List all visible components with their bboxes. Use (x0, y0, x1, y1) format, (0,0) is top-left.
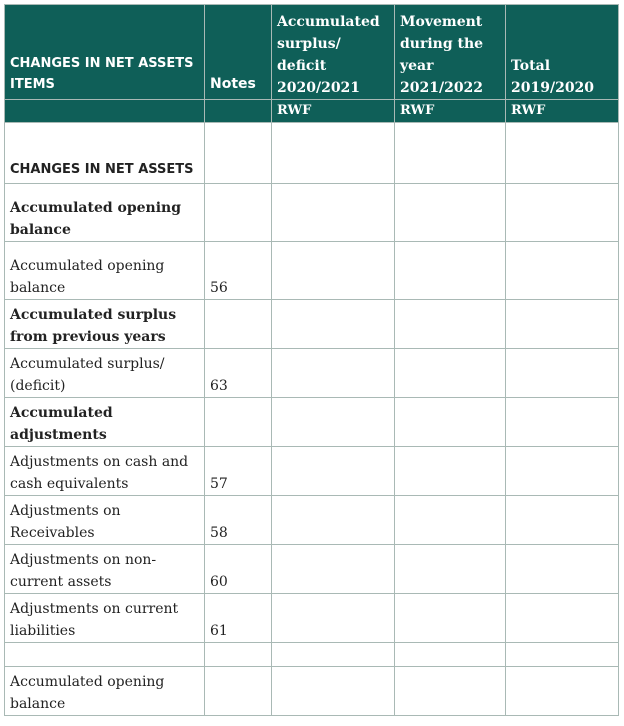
row-note (205, 398, 272, 447)
table-row (5, 242, 619, 300)
row-label: Accumulated opening balance (5, 184, 205, 242)
row-value (272, 643, 395, 667)
row-value (506, 349, 619, 398)
row-label: Accumulated opening balance (5, 667, 205, 716)
row-note (205, 643, 272, 667)
table-row (5, 349, 619, 398)
total-column-header: Total 2019/2020 (506, 5, 619, 100)
row-value (506, 398, 619, 447)
row-value (395, 594, 506, 643)
row-value (506, 496, 619, 545)
row-value (272, 594, 395, 643)
row-label (5, 643, 205, 667)
table-row (5, 667, 619, 716)
row-note: 63 (205, 349, 272, 398)
currency-header-row (5, 100, 619, 123)
table-row (5, 447, 619, 496)
table-row (5, 184, 619, 242)
row-note (205, 667, 272, 716)
row-label: Accumulated adjustments (5, 398, 205, 447)
table-row (5, 545, 619, 594)
row-note: 58 (205, 496, 272, 545)
row-value (272, 496, 395, 545)
currency-blank (5, 100, 205, 123)
row-value (506, 447, 619, 496)
row-value (506, 667, 619, 716)
table-row (5, 398, 619, 447)
row-note (205, 300, 272, 349)
row-note: 56 (205, 242, 272, 300)
table-row (5, 643, 619, 667)
row-label: CHANGES IN NET ASSETS (5, 123, 205, 184)
currency-blank (205, 100, 272, 123)
row-value (506, 545, 619, 594)
table-row (5, 123, 619, 184)
table-row (5, 496, 619, 545)
row-value (272, 447, 395, 496)
row-value (395, 545, 506, 594)
row-value (506, 300, 619, 349)
row-value (272, 398, 395, 447)
movement-column-header: Movement during the year 2021/2022 (395, 5, 506, 100)
row-value (395, 184, 506, 242)
row-label: Accumulated surplus/ (deficit) (5, 349, 205, 398)
row-label: Accumulated surplus from previous years (5, 300, 205, 349)
row-note: 57 (205, 447, 272, 496)
row-value (395, 496, 506, 545)
row-value (395, 349, 506, 398)
row-value (506, 123, 619, 184)
row-value (272, 300, 395, 349)
row-value (395, 123, 506, 184)
row-label: Accumulated opening balance (5, 242, 205, 300)
row-value (272, 545, 395, 594)
currency-label: RWF (395, 100, 506, 123)
row-value (272, 349, 395, 398)
row-value (395, 398, 506, 447)
row-value (272, 123, 395, 184)
row-value (506, 643, 619, 667)
row-value (395, 667, 506, 716)
row-value (506, 184, 619, 242)
row-value (395, 643, 506, 667)
table-row (5, 594, 619, 643)
row-label: Adjustments on cash and cash equivalents (5, 447, 205, 496)
row-note (205, 184, 272, 242)
row-value (272, 667, 395, 716)
currency-label: RWF (272, 100, 395, 123)
row-value (272, 184, 395, 242)
row-value (506, 594, 619, 643)
notes-column-header: Notes (205, 5, 272, 100)
row-value (395, 242, 506, 300)
row-note: 61 (205, 594, 272, 643)
row-value (395, 300, 506, 349)
row-value (272, 242, 395, 300)
row-value (395, 447, 506, 496)
net-assets-changes-table (4, 4, 619, 716)
table-row (5, 300, 619, 349)
table-header-row (5, 5, 619, 100)
accumulated-surplus-column-header: Accumulated surplus/ deficit 2020/2021 (272, 5, 395, 100)
row-note: 60 (205, 545, 272, 594)
row-label: Adjustments on current liabilities (5, 594, 205, 643)
row-label: Adjustments on non-current assets (5, 545, 205, 594)
row-value (506, 242, 619, 300)
row-note (205, 123, 272, 184)
items-column-header: CHANGES IN NET ASSETS ITEMS (5, 5, 205, 100)
currency-label: RWF (506, 100, 619, 123)
row-label: Adjustments on Receivables (5, 496, 205, 545)
